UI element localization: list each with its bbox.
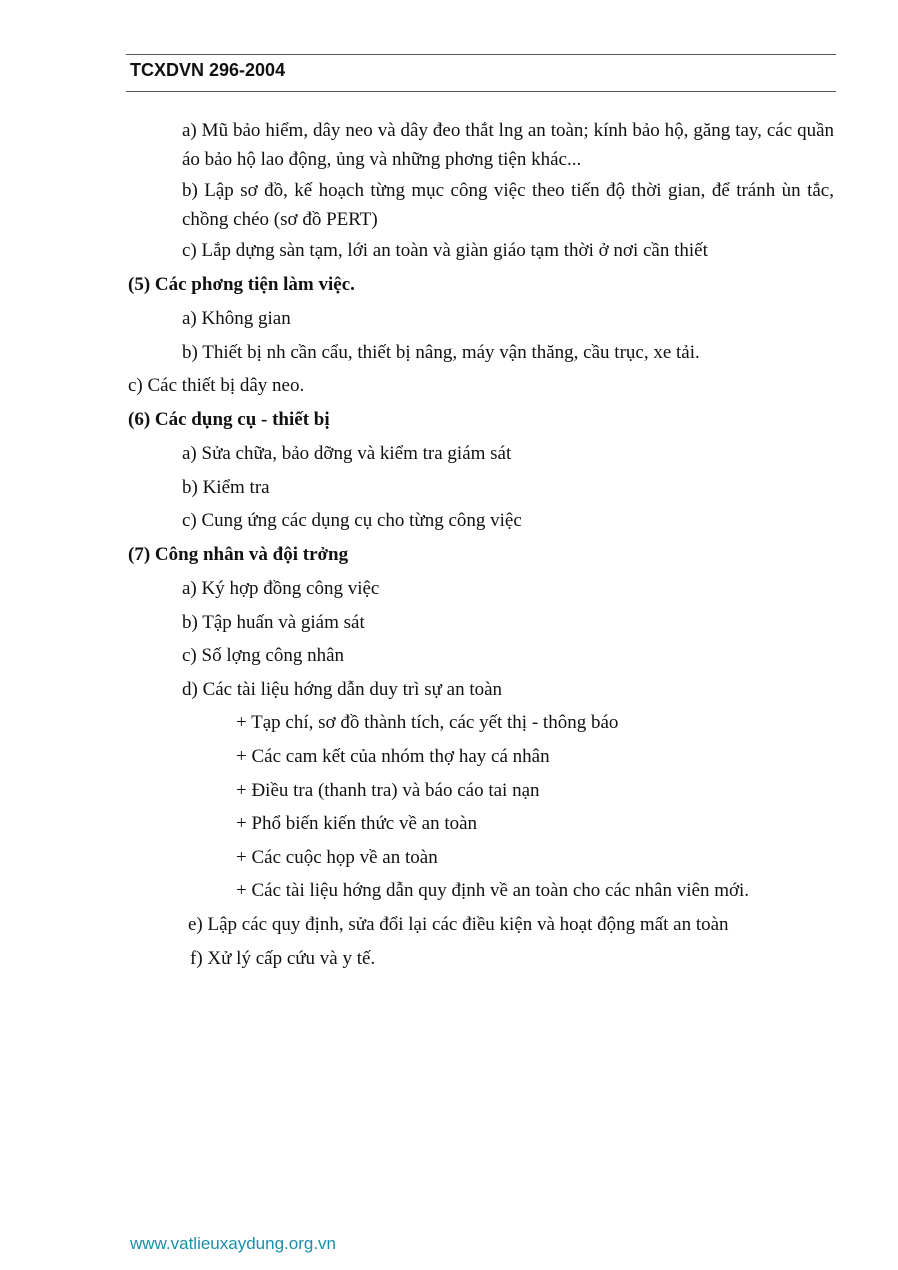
sub-list-item: + Các cam kết của nhóm thợ hay cá nhân: [236, 746, 550, 767]
sub-list-item: + Phổ biến kiến thức về an toàn: [236, 813, 478, 834]
paragraph-ppe: a) Mũ bảo hiểm, dây neo và dây đeo thắt lng an toàn; kính bảo hộ, găng tay, các quần áo bảo hộ lao động, ủng và những phơng tiện khác...: [182, 120, 834, 170]
list-item: e) Lập các quy định, sửa đổi lại các điều kiện và hoạt động mất an toàn: [188, 914, 729, 935]
paragraph-pert: b) Lập sơ đồ, kế hoạch từng mục công việc theo tiến độ thời gian, để tránh ùn tắc, chồng chéo (sơ đồ PERT): [182, 180, 834, 230]
list-item: c) Các thiết bị dây neo.: [128, 375, 305, 396]
list-item: a) Không gian: [182, 308, 291, 329]
header-bottom-rule: [126, 91, 836, 92]
sub-list-item: + Điều tra (thanh tra) và báo cáo tai nạn: [236, 780, 540, 801]
sub-list-item: + Tạp chí, sơ đồ thành tích, các yết thị - thông báo: [236, 712, 619, 733]
list-item: c) Số lợng công nhân: [182, 645, 345, 666]
section-6-heading: (6) Các dụng cụ - thiết bị: [128, 409, 330, 430]
document-code: TCXDVN 296-2004: [130, 60, 286, 80]
section-5-heading: (5) Các phơng tiện làm việc.: [128, 274, 355, 295]
header-top-rule: [126, 54, 836, 55]
list-item: b) Kiểm tra: [182, 477, 270, 498]
list-item: b) Tập huấn và giám sát: [182, 612, 365, 633]
sub-list-item: + Các cuộc họp về an toàn: [236, 847, 438, 868]
list-item: b) Thiết bị nh cần cẩu, thiết bị nâng, máy vận thăng, cầu trục, xe tải.: [182, 342, 700, 363]
list-item: a) Ký hợp đồng công việc: [182, 578, 380, 599]
list-item: d) Các tài liệu hớng dẫn duy trì sự an toàn: [182, 679, 503, 700]
paragraph-scaffold: c) Lắp dựng sàn tạm, lới an toàn và giàn giáo tạm thời ở nơi cần thiết: [182, 240, 708, 261]
list-item: c) Cung ứng các dụng cụ cho từng công việc: [182, 510, 522, 531]
list-item: f) Xử lý cấp cứu và y tế.: [190, 948, 376, 969]
sub-list-item: + Các tài liệu hớng dẫn quy định về an toàn cho các nhân viên mới.: [236, 880, 750, 901]
footer-website-link[interactable]: www.vatlieuxaydung.org.vn: [130, 1234, 337, 1253]
list-item: a) Sửa chữa, bảo dỡng và kiểm tra giám sát: [182, 443, 512, 464]
section-7-heading: (7) Công nhân và đội trởng: [128, 544, 349, 565]
